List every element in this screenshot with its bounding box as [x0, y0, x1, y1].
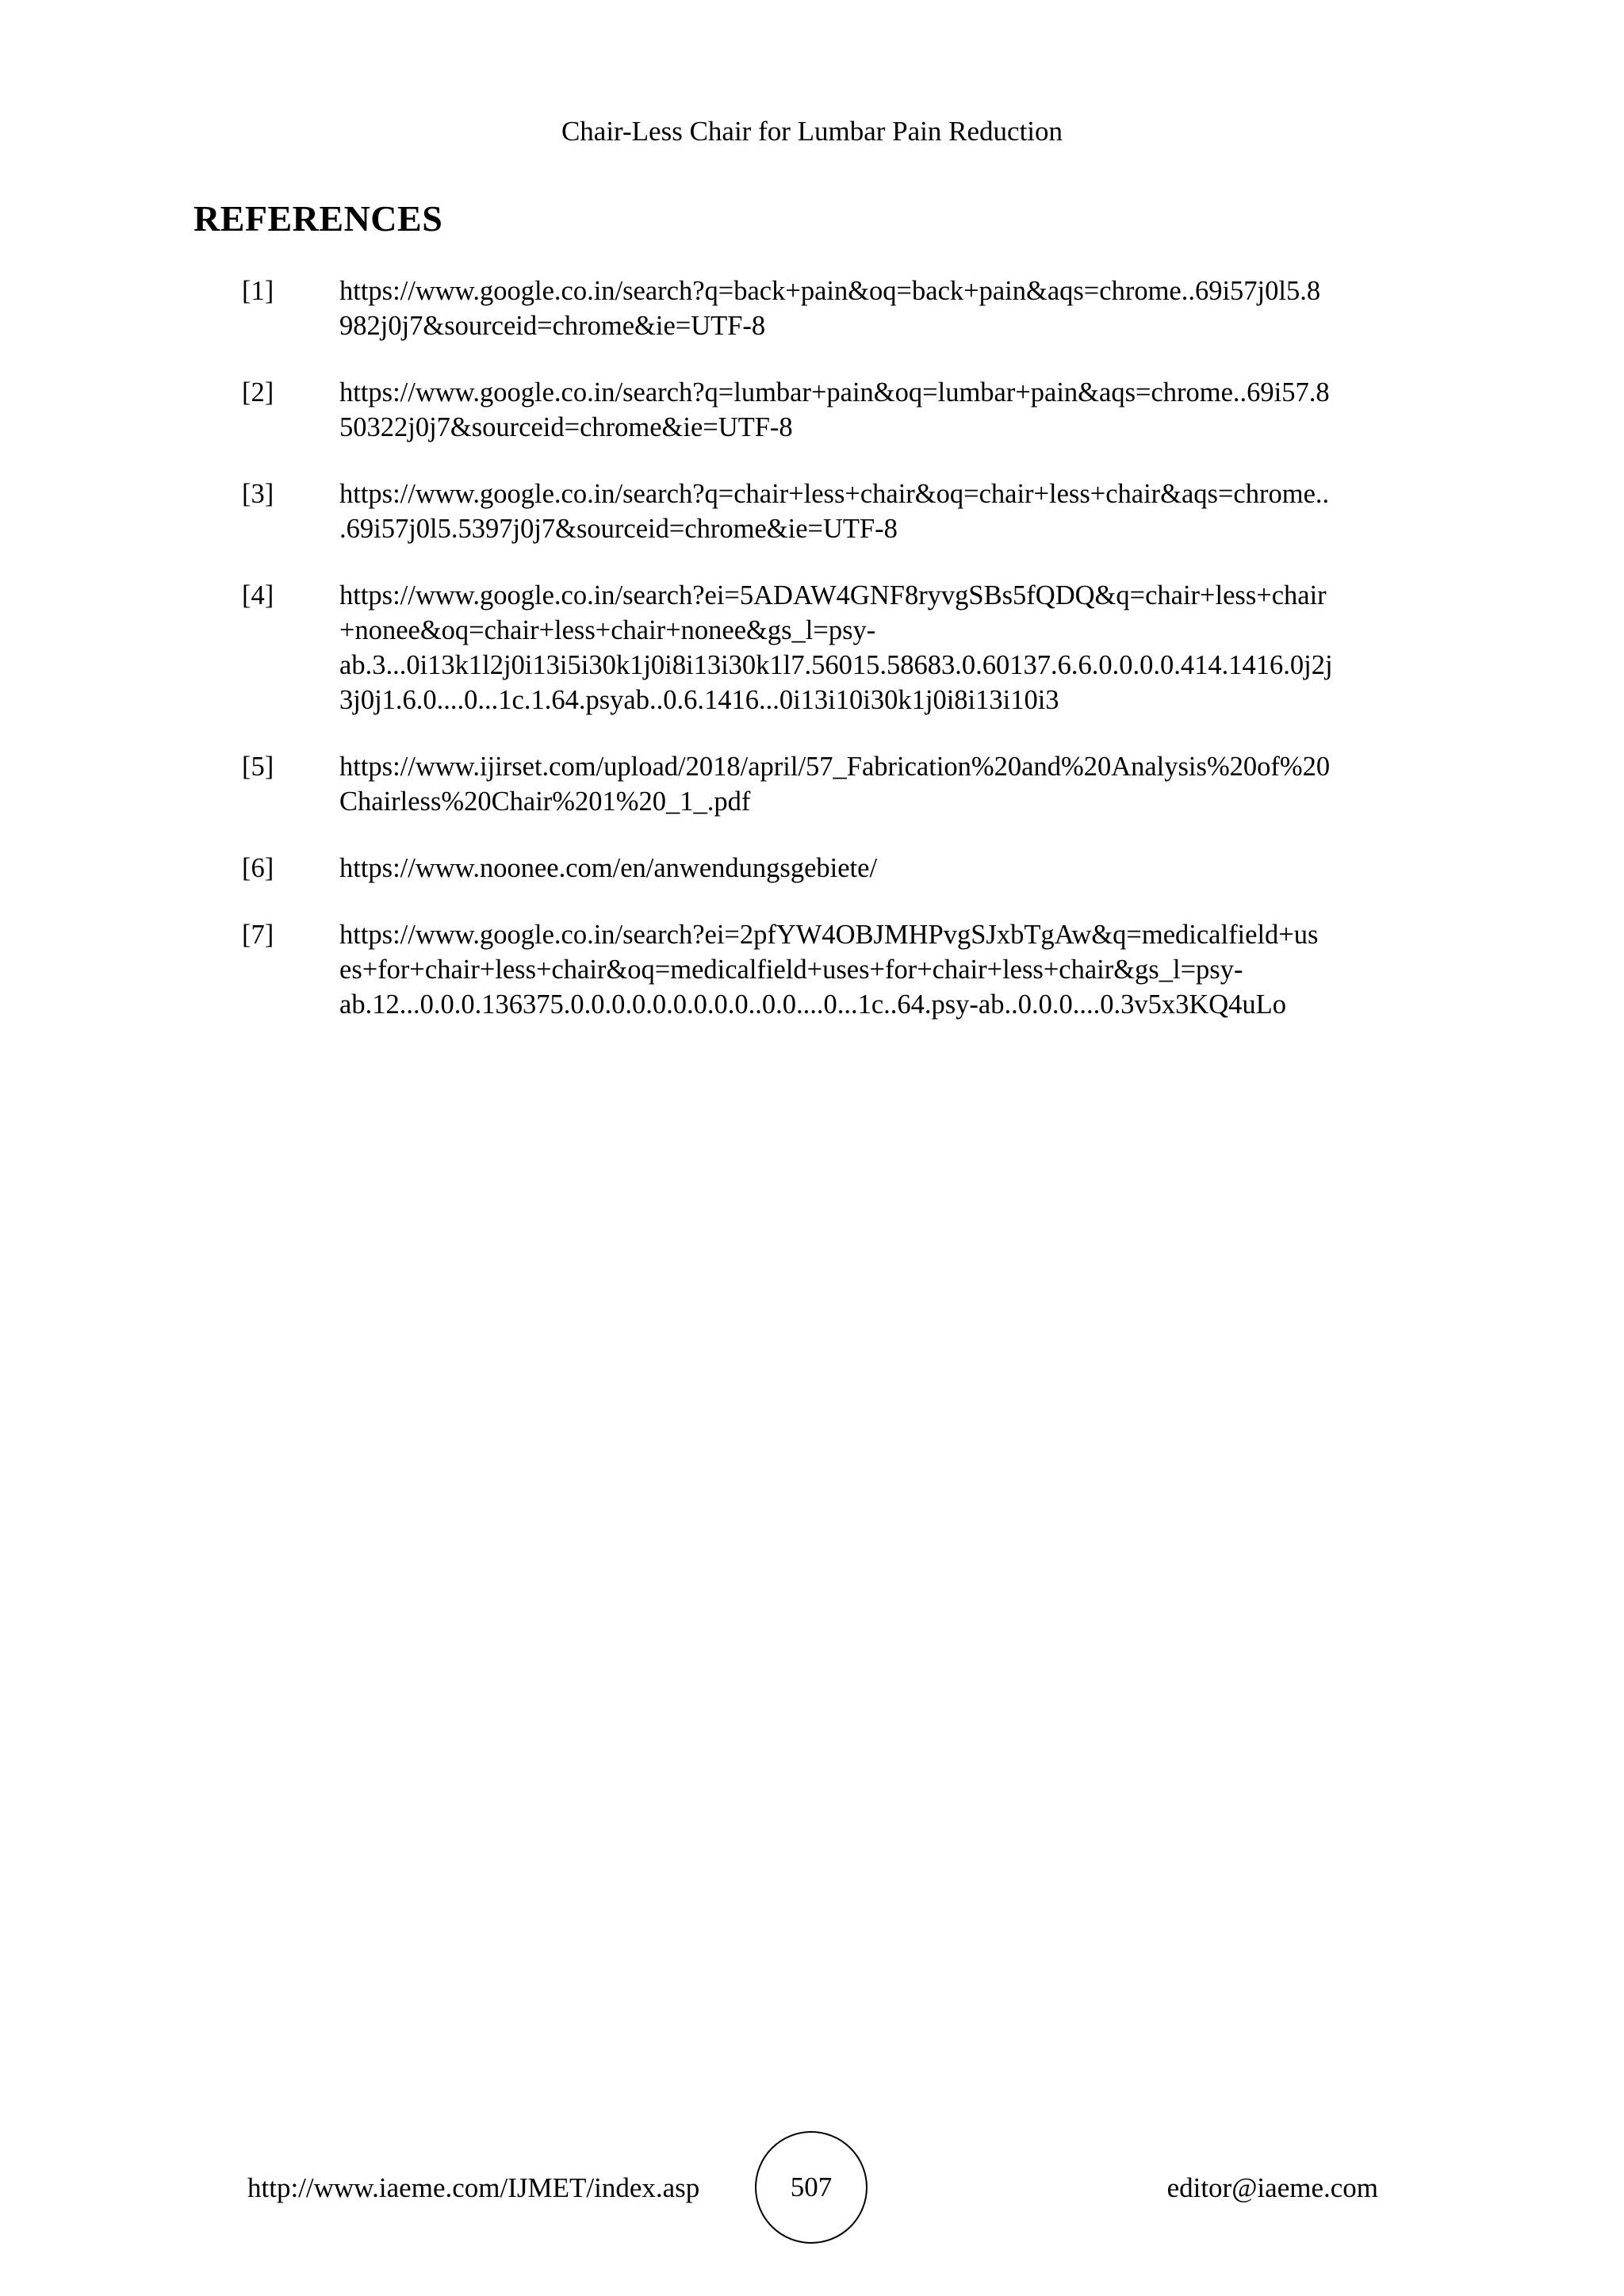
page-number-badge — [755, 2131, 868, 2244]
reference-item-6 — [0, 851, 1624, 886]
reference-url-link[interactable] — [339, 917, 1450, 1022]
reference-url-link[interactable] — [339, 578, 1450, 718]
reference-text-line: Chairless%20Chair%201%20_1_.pdf — [339, 786, 751, 817]
reference-text-line: https://www.google.co.in/search?q=back+pain&oq=back+pain&aqs=chrome..69i57j0l5.8 — [339, 276, 1321, 306]
reference-text-line: https://www.google.co.in/search?ei=5ADAW4GNF8ryvgSBs5fQDQ&q=chair+less+chair — [339, 580, 1327, 610]
reference-text-line: ab.3...0i13k1l2j0i13i5i30k1j0i8i13i30k1l7.56015.58683.0.60137.6.6.0.0.0.0.414.1416.0j2j — [339, 650, 1333, 680]
reference-url-link[interactable] — [339, 851, 1450, 886]
running-header: Chair-Less Chair for Lumbar Pain Reduction — [561, 116, 1063, 147]
reference-item-7 — [0, 917, 1624, 1022]
reference-text-line: https://www.google.co.in/search?q=lumbar+pain&oq=lumbar+pain&aqs=chrome..69i57.8 — [339, 377, 1330, 408]
reference-url-link[interactable] — [339, 274, 1450, 343]
reference-text-line: +nonee&oq=chair+less+chair+nonee&gs_l=psy- — [339, 615, 876, 645]
reference-number: [7] — [242, 920, 274, 950]
reference-item-4 — [0, 578, 1624, 718]
reference-text-line: ab.12...0.0.0.136375.0.0.0.0.0.0.0.0.0..0.0....0...1c..64.psy-ab..0.0.0....0.3v5x3KQ4uLo — [339, 989, 1287, 1020]
reference-item-1 — [0, 274, 1624, 343]
reference-text-line: https://www.ijirset.com/upload/2018/april/57_Fabrication%20and%20Analysis%20of%20 — [339, 752, 1331, 782]
reference-item-2 — [0, 375, 1624, 445]
reference-text-line: es+for+chair+less+chair&oq=medicalfield+uses+for+chair+less+chair&gs_l=psy- — [339, 955, 1243, 985]
reference-number: [2] — [242, 377, 274, 408]
reference-number: [1] — [242, 276, 274, 306]
reference-text-line: .69i57j0l5.5397j0j7&sourceid=chrome&ie=UTF-8 — [339, 514, 898, 544]
reference-number: [5] — [242, 752, 274, 782]
reference-text-line: https://www.google.co.in/search?q=chair+less+chair&oq=chair+less+chair&aqs=chrome.. — [339, 479, 1330, 509]
reference-url-link[interactable] — [339, 375, 1450, 445]
reference-item-3 — [0, 476, 1624, 546]
references-heading: REFERENCES — [193, 198, 443, 239]
reference-text-line: 50322j0j7&sourceid=chrome&ie=UTF-8 — [339, 412, 793, 442]
reference-number: [4] — [242, 580, 274, 610]
reference-url-link[interactable] — [339, 476, 1450, 546]
reference-text-line: https://www.google.co.in/search?ei=2pfYW4OBJMHPvgSJxbTgAw&q=medicalfield+us — [339, 920, 1319, 950]
reference-text-line: 3j0j1.6.0....0...1c.1.64.psyab..0.6.1416...0i13i10i30k1j0i8i13i10i3 — [339, 685, 1059, 715]
page-number: 507 — [790, 2172, 833, 2202]
reference-text-line: https://www.noonee.com/en/anwendungsgebiete/ — [339, 853, 878, 883]
footer-journal-link[interactable]: http://www.iaeme.com/IJMET/index.asp — [247, 2172, 700, 2203]
reference-list — [0, 274, 1624, 1054]
reference-number: [6] — [242, 853, 274, 883]
reference-url-link[interactable] — [339, 749, 1450, 819]
reference-text-line: 982j0j7&sourceid=chrome&ie=UTF-8 — [339, 311, 766, 341]
reference-number: [3] — [242, 479, 274, 509]
footer-email-link[interactable]: editor@iaeme.com — [1166, 2172, 1378, 2203]
reference-item-5 — [0, 749, 1624, 819]
